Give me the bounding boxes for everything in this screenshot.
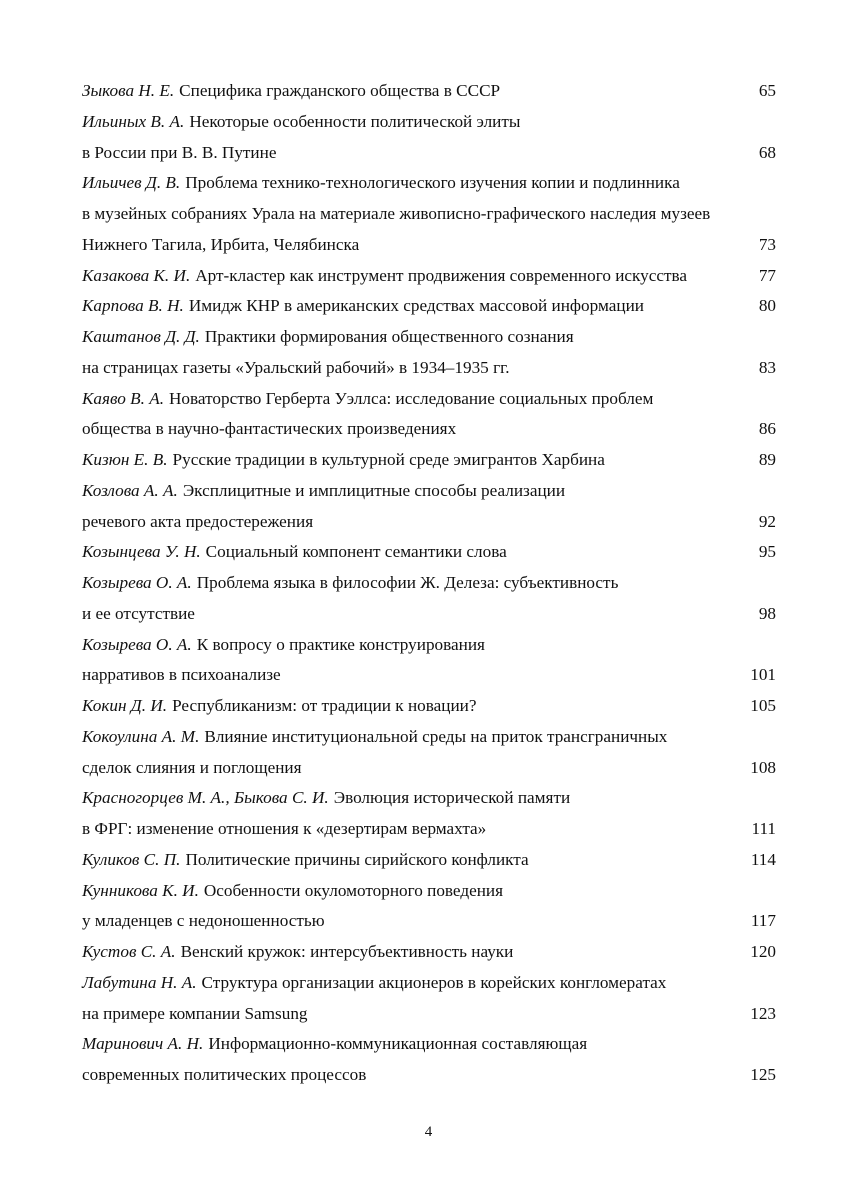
toc-entry-line xyxy=(82,660,776,691)
toc-entry-line xyxy=(82,937,776,968)
toc-entry-author: Кизюн Е. В. xyxy=(82,450,168,469)
toc-entry-author: Каяво В. А. xyxy=(82,388,165,408)
toc-entry-line xyxy=(82,999,776,1030)
toc-entry-line xyxy=(82,1029,776,1060)
toc-entry-title: Эксплицитные и имплицитные способы реализации xyxy=(182,480,566,500)
toc-entry-page: 77 xyxy=(758,265,776,285)
toc-entry-author: Лабутина Н. А. xyxy=(82,972,197,992)
toc-entry-author: Козынцева У. Н. xyxy=(82,542,201,562)
toc-entry-title: Особенности окуломоторного поведения xyxy=(203,880,504,900)
toc-entry-title: Проблема языка в философии Ж. Делеза: субъективность xyxy=(196,573,619,592)
toc-entry-page: 83 xyxy=(758,357,776,377)
toc-entry-line xyxy=(82,814,776,845)
toc-entry-author: Карпова В. Н. xyxy=(82,296,184,316)
toc-entry-line xyxy=(82,414,776,445)
toc-entry-line xyxy=(82,107,776,138)
toc-entry-line xyxy=(82,445,776,476)
toc-entry-line xyxy=(82,876,776,907)
toc-entry-author: Маринович А. Н. xyxy=(82,1034,204,1054)
toc-entry-line xyxy=(82,968,776,999)
toc-entry-title: в ФРГ: изменение отношения к «дезертирам вермахта» xyxy=(82,819,487,838)
toc-entry-title: Социальный компонент семантики слова xyxy=(205,542,507,562)
toc-entry-page: 95 xyxy=(758,542,776,562)
toc-entry-author: Зыкова Н. Е. xyxy=(82,81,175,100)
toc-entry-page: 125 xyxy=(750,1065,776,1084)
toc-entry-title: на примере компании Samsung xyxy=(82,1003,308,1023)
toc-entry-title: Практики формирования общественного сознания xyxy=(204,327,574,346)
toc-entry-title: Политические причины сирийского конфликта xyxy=(185,849,529,869)
toc-entry-title: речевого акта предостережения xyxy=(82,511,314,531)
toc-entry-title: Русские традиции в культурной среде эмигрантов Харбина xyxy=(172,450,605,469)
toc-entry-page: 123 xyxy=(750,1003,776,1023)
toc-entry-page: 108 xyxy=(750,757,776,777)
toc-entry-line xyxy=(82,199,776,230)
toc-entry-line xyxy=(82,507,776,538)
toc-entry-title: современных политических процессов xyxy=(82,1065,367,1084)
toc-entry-line xyxy=(82,630,776,661)
toc-entry-line xyxy=(82,1060,776,1091)
toc-entry-line xyxy=(82,138,776,169)
toc-entry-line xyxy=(82,906,776,937)
toc-entry-line xyxy=(82,722,776,753)
toc-entry-title: Структура организации акционеров в корейских конгломератах xyxy=(201,972,667,992)
toc-entry-author: Ильичев Д. В. xyxy=(82,173,181,193)
toc-entry-line xyxy=(82,230,776,261)
toc-entry-page: 68 xyxy=(758,142,776,162)
toc-entry-line xyxy=(82,783,776,814)
toc-entry-line xyxy=(82,537,776,568)
toc-entry-page: 98 xyxy=(758,603,776,623)
toc-entry-line xyxy=(82,753,776,784)
toc-entry-title: общества в научно-фантастических произведениях xyxy=(82,419,457,439)
toc-entry-line xyxy=(82,691,776,722)
toc-entry-author: Кокин Д. И. xyxy=(82,696,168,715)
toc-entry-author: Кокоулина А. М. xyxy=(82,726,200,746)
toc-entry-line xyxy=(82,168,776,199)
toc-entry-page: 73 xyxy=(758,234,776,254)
toc-entry-page: 117 xyxy=(750,911,776,931)
toc-entry-title: в России при В. В. Путине xyxy=(82,142,277,162)
toc-entry-title: Новаторство Герберта Уэллса: исследование социальных проблем xyxy=(169,388,654,408)
toc-entry-title: Специфика гражданского общества в СССР xyxy=(179,81,501,100)
toc-entry-line xyxy=(82,845,776,876)
toc-entry-title: Некоторые особенности политической элиты xyxy=(189,111,521,131)
toc-entry-title: Венский кружок: интерсубъективность науки xyxy=(180,942,514,961)
toc-entry-title: Нижнего Тагила, Ирбита, Челябинска xyxy=(82,234,360,254)
toc-entry-page: 101 xyxy=(750,665,776,685)
toc-entry-line xyxy=(82,384,776,415)
toc-entry-line xyxy=(82,76,776,107)
toc-entry-page: 105 xyxy=(750,696,776,715)
toc-entry-page: 114 xyxy=(750,849,776,869)
toc-entry-line xyxy=(82,261,776,292)
toc-entry-title: на страницах газеты «Уральский рабочий» в 1934–1935 гг. xyxy=(82,357,510,377)
toc-entry-author: Кунникова К. И. xyxy=(82,880,199,900)
toc-entry-author: Красногорцев М. А., Быкова С. И. xyxy=(82,788,329,808)
toc-entry-title: Информационно-коммуникационная составляющая xyxy=(208,1034,588,1054)
toc-entry-title: Имидж КНР в американских средствах массовой информации xyxy=(188,296,644,316)
toc-entry-page: 89 xyxy=(758,450,776,469)
toc-entry-author: Козлова А. А. xyxy=(82,480,178,500)
toc-entry-title: Влияние институциональной среды на приток трансграничных xyxy=(204,726,668,746)
toc-entry-author: Казакова К. И. xyxy=(82,265,191,285)
toc-entry-title: у младенцев с недоношенностью xyxy=(82,911,325,931)
toc-entry-page: 120 xyxy=(750,942,776,961)
toc-entry-title: в музейных собраниях Урала на материале живописно-графического наследия музеев xyxy=(82,204,711,223)
toc-entry-title: К вопросу о практике конструирования xyxy=(196,634,485,654)
toc-entry-title: и ее отсутствие xyxy=(82,603,195,623)
toc-entry-title: Арт-кластер как инструмент продвижения современного искусства xyxy=(195,265,688,285)
toc-entry-page: 92 xyxy=(758,511,776,531)
toc-entry-author: Ильиных В. А. xyxy=(82,111,185,131)
toc-entry-title: нарративов в психоанализе xyxy=(82,665,281,685)
toc-entry-page: 86 xyxy=(758,419,776,439)
toc-entry-author: Козырева О. А. xyxy=(82,573,192,592)
toc-entry-page: 80 xyxy=(758,296,776,316)
toc-entry-line xyxy=(82,291,776,322)
toc-entry-title: Проблема технико-технологического изучения копии и подлинника xyxy=(185,173,680,193)
toc-entry-line xyxy=(82,353,776,384)
toc-entry-title: Республиканизм: от традиции к новации? xyxy=(172,696,477,715)
toc-entry-line xyxy=(82,599,776,630)
toc-entry-line xyxy=(82,476,776,507)
toc-entry-author: Каштанов Д. Д. xyxy=(82,327,200,346)
page-number: 4 xyxy=(424,1124,433,1140)
toc-entry-page: 65 xyxy=(758,81,776,100)
toc-entry-title: Эволюция исторической памяти xyxy=(333,788,571,808)
toc-entry-line xyxy=(82,568,776,599)
toc-entry-page: 111 xyxy=(751,819,776,838)
toc-entry-line xyxy=(82,322,776,353)
toc-entry-author: Козырева О. А. xyxy=(82,634,192,654)
toc-entry-author: Кустов С. А. xyxy=(82,942,176,961)
toc-entry-title: сделок слияния и поглощения xyxy=(82,757,302,777)
toc-entry-author: Куликов С. П. xyxy=(82,849,181,869)
table-of-contents xyxy=(82,76,776,1091)
